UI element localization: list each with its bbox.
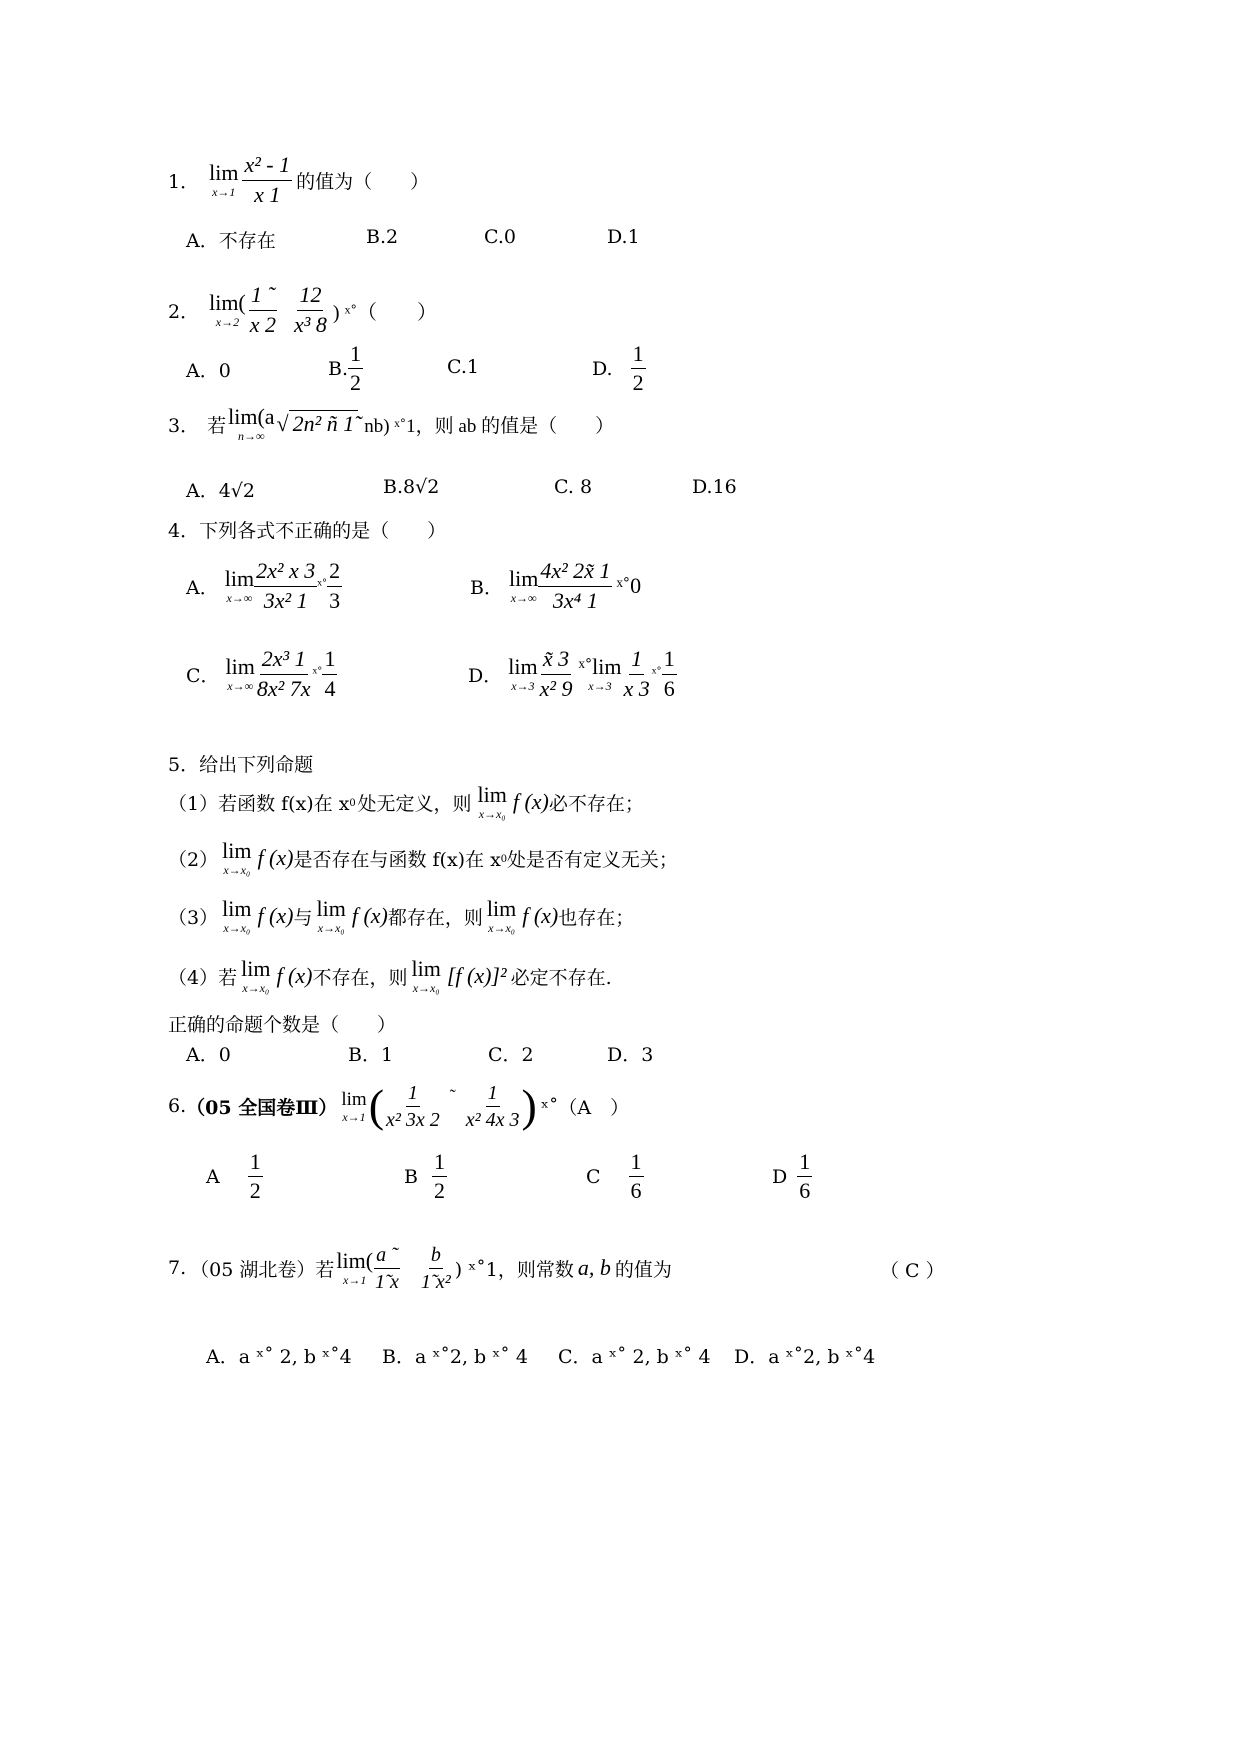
q2-option-a: A．0: [186, 360, 231, 382]
q5-statement-2: （2） lim x→x₀ f (x) 是否存在与函数 f(x)在 x 0 处是否有定义无关；: [168, 838, 678, 877]
q3-limit: lim(a n→∞: [228, 404, 275, 443]
q3-option-d: D.16: [692, 476, 737, 498]
q6-fraction-2: $\frac{1}{\text{x² 4x 3}}$: [465, 1081, 520, 1131]
q4-option-b: B． lim x→∞ $\frac{\text{4x² 2x̃ 1}}{\text{3x⁴ 1}}$ ˣ˚0: [470, 558, 642, 613]
q5-ask: 正确的命题个数是（ ）: [168, 1014, 397, 1036]
q7-option-d: D．a ˣ˚2, b ˣ˚4: [734, 1346, 876, 1368]
q1-option-b: B.2: [366, 226, 399, 248]
q5-option-d: D．3: [607, 1044, 654, 1066]
q2-option-b: B. $\frac{1}{2}$: [328, 341, 362, 396]
q4-option-a: A． lim x→∞ $\frac{\text{2x² x 3}}{\text{3x² 1}}$ ˣ˚ $\frac{2}{3}$: [186, 558, 341, 613]
q7-answer: （ C ）: [880, 1260, 945, 1282]
q1-limit: lim x→1: [209, 160, 239, 199]
q3-line: [168, 402, 614, 446]
q3-option-b: B.8√2: [383, 476, 440, 498]
q5-statement-1: （1）若函数 f(x)在 x 0 处无定义，则 lim x→x₀ f (x) 必不存在；: [168, 782, 644, 821]
q6-option-b: B $\frac{1}{2}$: [404, 1149, 445, 1204]
q7-option-c: C．a ˣ˚ 2, b ˣ˚ 4: [558, 1346, 711, 1368]
q4-title: 4．下列各式不正确的是（ ）: [168, 520, 447, 542]
q6-source: （05 全国卷Ⅲ）: [186, 1096, 338, 1119]
q5-statement-3: （3） lim x→x₀ f (x) 与 lim x→x₀ f (x) 都存在，则 lim x→x₀ f (x) 也存在；: [168, 896, 635, 935]
q3-number: 3．: [168, 414, 200, 437]
q6-option-d: D $\frac{1}{6}$: [772, 1149, 811, 1204]
q7-number: 7.: [168, 1257, 187, 1279]
q1-option-a: A．不存在: [186, 230, 276, 252]
q5-option-b: B．1: [348, 1044, 394, 1066]
q5-option-c: C．2: [488, 1044, 534, 1066]
q7-limit: lim( x→1: [336, 1248, 374, 1287]
q2-tail: ) ˣ˚（ ）: [332, 301, 438, 324]
q2-number: 2．: [168, 300, 200, 323]
q6-limit: lim x→1: [341, 1088, 367, 1124]
q3-after: nb) ˣ˚1，则 ab 的值是（ ）: [364, 415, 615, 437]
q1-line: [168, 150, 429, 210]
q1-tail: 的值为（ ）: [296, 170, 430, 193]
q7-option-a: A．a ˣ˚ 2, b ˣ˚4: [206, 1346, 352, 1368]
q3-sqrt: √ 2n² ñ 1̃: [277, 411, 359, 437]
q7-fraction-2: $\frac{b}{\text{1̃ x²}}$: [420, 1243, 451, 1293]
q3-option-a: A．4√2: [186, 480, 256, 502]
q6-number: 6.: [168, 1095, 187, 1117]
q2-option-c: C.1: [447, 356, 479, 378]
q5-statement-4: （4）若 lim x→x₀ f (x) 不存在，则 lim x→x₀ [f (x)]² 必定不存在.: [168, 956, 612, 995]
q5-title: 5．给出下列命题: [168, 754, 314, 776]
q1-option-d: D.1: [607, 226, 640, 248]
q6-fraction-1: $\frac{1}{\text{x² 3x 2}}$: [386, 1081, 440, 1131]
q2-limit: lim( x→2: [209, 290, 246, 329]
q4-option-d: D． lim x→3 $\frac{x̃ 3}{\text{x² 9}}$ ˣ˚lim x→3 $\frac{1}{x 3}$ ˣ˚ $\frac{1}{6}$: [468, 646, 675, 701]
q7-source: （05 湖北卷）若: [190, 1258, 335, 1281]
q1-fraction: $\frac{\text{x² ‐ 1}}{x 1}$: [244, 152, 291, 207]
q7-option-b: B．a ˣ˚2, b ˣ˚ 4: [382, 1346, 528, 1368]
q1-option-c: C.0: [484, 226, 516, 248]
q2-fraction-2: $\frac{12}{\text{x³ 8}}$: [294, 282, 327, 337]
q4-option-c: C． lim x→∞ $\frac{\text{2x³ 1}}{\text{8x² 7x}}$ ˣ˚ $\frac{1}{4}$: [186, 646, 336, 701]
q6-option-c: C $\frac{1}{6}$: [586, 1149, 642, 1204]
q2-fraction-1: $\frac{1 ˜}{x 2}$: [249, 282, 277, 337]
q1-number: 1．: [168, 170, 200, 193]
q3-option-c: C. 8: [554, 476, 593, 498]
q5-option-a: A．0: [186, 1044, 231, 1066]
q6-tail: ˣ˚（A ）: [540, 1096, 630, 1119]
q3-prefix: 若: [207, 414, 227, 437]
q6-option-a: A $\frac{1}{2}$: [206, 1149, 261, 1204]
q2-line: [168, 280, 437, 340]
q7-line: 7. （05 湖北卷）若 lim( x→1 $\frac{a ˜}{1̃ x}$ $\frac{b}{\text{1̃ x²}}$ ) ˣ˚1，则常数 a, b 的值为: [168, 1243, 672, 1293]
q7-fraction-1: $\frac{a ˜}{1̃ x}$: [375, 1243, 399, 1293]
q6-line: 6. （05 全国卷Ⅲ） lim x→1 ( $\frac{1}{\text{x² 3x 2}}$ ˜ $\frac{1}{\text{x² 4x 3}}$ ) ˣ˚（A ）: [168, 1080, 630, 1131]
q2-option-d: D. $\frac{1}{2}$: [592, 341, 644, 396]
